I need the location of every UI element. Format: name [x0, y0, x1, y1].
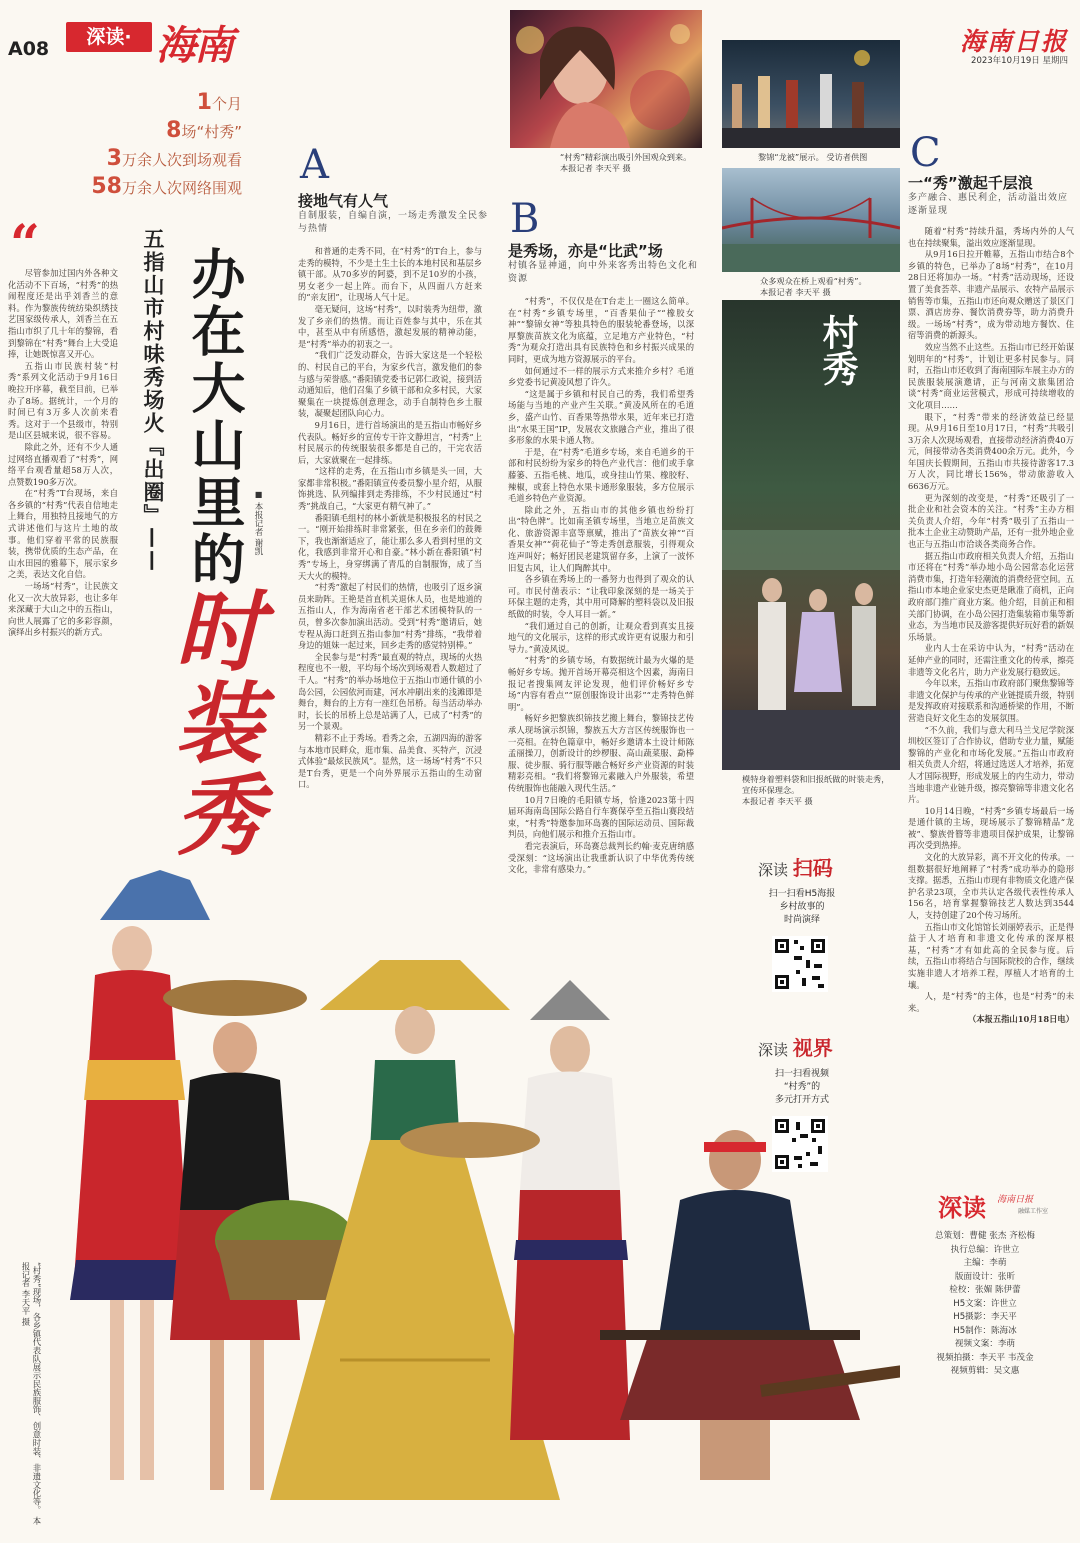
section-a-desc: 自制服装，自编自演，一场走秀激发全民参与热情 — [298, 211, 489, 234]
paragraph: 据五指山市政府相关负责人介绍，五指山市还将在“村秀”举办地小岛公园常态化运营消费市集，打造年轻潮流的消费经营空间。五指山市本地企业家史杰更是瞅准了商机，正向政府部门推广商业方案。他介绍，目前正和相关部门协调，在小岛公园打造集装箱市集等新业态，为当地市民及游客提供好玩好看的新娱乐场景。 — [908, 550, 1074, 642]
credit-line: 视频剪辑：吴文惠 — [950, 1366, 1020, 1376]
paragraph: “这是属于乡镇和村民自己的秀，我们希望秀场能与当地的产业产生关联。”黄凌风所在的毛道乡，盛产山竹、百香果等热带水果，近年来已打造出“水果王国”IP，发展农文旅融合产业，推出了很多形象的水果卡通人物。 — [508, 388, 694, 446]
section-b-desc: 村镇各显神通，向中外来客秀出特色文化和资源 — [508, 261, 699, 284]
intro-text — [8, 268, 118, 838]
paragraph: 今年以来，五指山市政府部门聚焦黎锦等非遗文化保护与传承的产业链提质升级，特别是发挥政府对接联系和沟通桥梁的作用，不断营造良好文化生态的发展氛围。 — [908, 678, 1074, 723]
bridge-photo — [722, 168, 900, 272]
caption-byline: 本报记者 李天平 摄 — [760, 287, 831, 297]
credits-studio: 融媒工作室 — [1018, 1208, 1049, 1215]
models-illustration — [722, 300, 900, 770]
singer-photo — [510, 10, 702, 148]
caption-text: “村秀”现场，各乡镇代表队展示民族服饰、创意时装、非遗文化等。 — [32, 1262, 42, 1514]
paragraph: 各乡镇在秀场上的一番努力也得到了观众的认可。市民付凿表示：“让我印象深刻的是一场关于环保主题的走秀，其中用可降解的塑料袋以及旧报纸做的时装，令人耳目一新。” — [508, 574, 694, 620]
reporter-byline: ■ 本报记者 谢凯 — [252, 490, 264, 556]
paragraph: 10月7日晚的毛阳镇专场，恰逢2023第十四届环海南岛国际公路自行车赛保亭至五指山赛段结束，“村秀”特邀参加环岛赛的国际运动员、国际裁判员，向他们展示和推介五指山市。 — [508, 794, 694, 840]
qr-head-text: 深读 — [758, 1041, 789, 1059]
costume-models-illustration — [40, 860, 900, 1532]
fashion-headline: 时装秀 — [161, 585, 265, 861]
section-c-letter: C — [910, 130, 941, 176]
bottom-photo-caption — [8, 1262, 42, 1532]
credit-line: 检校：张媚 陈伊蕾 — [949, 1285, 1021, 1295]
paragraph: 更为深刻的改变是，“村秀”还吸引了一批企业和社会资本的关注。“村秀”主办方相关负责人介绍，今年“村秀”吸引了五指山一批本土企业主动赞助产品，还有一批外地企业也正与五指山市洽谈各类商务合作。 — [908, 492, 1074, 550]
paragraph: 文化的大放异彩，离不开文化的传承。一组数据很好地阐释了“村秀”成功举办的隐形支撑。据悉，五指山市现有非物质文化遗产保护名录23项，全市共认定各级代表性传承人156名，培育掌握黎锦技艺人数达到3544人，支持创建了20个传习场所。 — [908, 852, 1074, 921]
caption-text: 众多观众在桥上观看“村秀”。 — [760, 276, 867, 286]
paragraph: “村秀”，不仅仅是在T台走上一圈这么简单。在“村秀”乡镇专场里，“百香果仙子”“橡胶女神”“黎锦女神”等独具特色的服装轮番登场，以深厚黎族苗族文化为底蕴，立足地方产业特色，“村秀”为观众打造出具有民族特色和乡村振兴成果的同时，更成为地方资源展示的平台。 — [508, 296, 694, 364]
section-b-title: 是秀场，亦是“比武”场 — [508, 242, 663, 260]
paragraph: 如何通过不一样的展示方式来推介乡村？毛道乡党委书记黄凌风想了许久。 — [508, 365, 694, 388]
section-tag: 深读· — [66, 22, 152, 52]
credit-line: 总策划：曹健 张杰 齐松梅 — [935, 1231, 1035, 1241]
section-b-letter: B — [510, 196, 540, 242]
print-color-bar-center — [480, 1534, 532, 1543]
quote-mark-icon: “ — [10, 214, 40, 275]
paragraph: 从9月16日拉开帷幕，五指山市结合8个乡镇的特色，已举办了8场“村秀”，在10月28日还将加办一场。“村秀”活动现场，还设置了美食荟萃、非遗产品展示、农特产品展示销售等市集，五指山市还向观众赠送了景区门票、酒店房券、餐饮消费券等，助力消费升级。一场场“村秀”，成为带动地方餐饮、住宿等消费的新源头。 — [908, 249, 1074, 341]
paragraph: 在“村秀”T台现场，来自各乡镇的“村秀”代表自信地走上舞台，用独特且接地气的方式讲述他们与这片土地的故事。他们穿着平常的民族服装，携带优质的生态产品，在山水田园的雅幕下，展示家乡之美，表达文化自信。 — [8, 488, 118, 580]
paragraph: 业内人士在采访中认为，“村秀”活动在延伸产业的同时，还需注重文化的传承，擦亮非遗等文化名片，助力产业发展行稳致远。 — [908, 643, 1074, 677]
singer-illustration — [510, 10, 702, 148]
runway-top-photo — [722, 40, 900, 148]
paragraph: “村秀”激起了村民们的热情，也吸引了返乡演员来助阵。王艳是首直机关退休人员，也是地道的五指山人，作为海南省老干部艺术团模特队的一员，曾多次参加演出活动。受到“村秀”邀请后，她专程从海口赶到五指山参加“村秀”排练，“我带着身边的姐妹一起过来，回乡走秀的感觉特别棒。” — [298, 582, 482, 651]
paragraph: “我们广泛发动群众，告诉大家这是一个轻松的、村民自己的平台，为家乡代言，激发他们的参与感与荣誉感。”番阳镇党委书记郭仁政说，接到活动通知后，他们召集了乡镇干部和众多村民，大家聚集在一块提炼创意理念，动手自制特色乡土服装，凝聚起团队向心力。 — [298, 350, 482, 419]
stat-number: 8 — [166, 118, 182, 143]
runway-top-caption: 黎锦“龙被”展示。 受访者供图 — [758, 152, 868, 162]
paragraph: 番阳镇毛组村的林小新就是积极报名的村民之一。“刚开始排练时非常紧张，但在乡亲们的鼓舞下，我也渐渐适应了，能让那么多人看到村里的文化，我感到非常开心和自豪。”林小新在番阳镇“村秀”专场上，身穿绑满了青瓜的自制服饰，成了当天大火的模特。 — [298, 512, 482, 581]
stat-number: 1 — [196, 90, 212, 115]
credits-list — [905, 1230, 1065, 1379]
print-color-bar-left — [40, 1534, 92, 1543]
cunxiu-runway-photo — [722, 300, 900, 770]
paragraph: 眼下，“村秀”带来的经济效益已经显现。从9月16日至10月17日，“村秀”共吸引3万余人次现场观看，直接带动经济消费40万元，间接带动各类消费400余万元。此外，今年国庆长假期间，五指山市共接待游客17.3万人次，同比增长156%，带动旅游收入6636万元。 — [908, 411, 1074, 492]
dateline: （本报五指山10月18日电） — [967, 1014, 1074, 1025]
section-c-desc: 多产融合、惠民利企，活动溢出效应逐渐显现 — [908, 193, 1069, 216]
paragraph: 毫无疑问，这场“村秀”，以时装秀为纽带，激发了乡亲们的热情。而让百姓参与其中，乐在其中，甚至从中有所感悟，激起发展的精神动能，是“村秀”举办的初衷之一。 — [298, 303, 482, 349]
credit-line: 视频文案：李萌 — [954, 1339, 1016, 1349]
stat-unit: 场“村秀” — [181, 123, 242, 141]
stat-number: 58 — [91, 174, 122, 199]
paragraph: “不久前，我们与意大利马兰戈尼学院深圳校区签订了合作协议，借助专业力量，赋能黎锦的产业化和市场化发展。”五指山市政府相关负责人介绍，将通过选送人才培养，拓宽人才国际视野，形成发展上的内生动力，带动当地非遗产业链升级，擦亮黎锦等非遗文化名片。 — [908, 724, 1074, 805]
stat-onsite — [107, 146, 242, 171]
print-color-bar-right — [980, 1534, 1032, 1543]
paragraph: 畅好乡把黎族织锦技艺搬上舞台，黎锦技艺传承人现场演示织锦，黎族五大方言区传统服饰也一一亮相。在特色篇章中，畅好乡邀请本土设计师陈孟丽操刀，创新设计的纱椤服、高山蔬菜服、勐棒服、徒步服、骑行服等融合畅好乡产业资源的时装精彩亮相。“我们将黎锦元素融入户外服装，希望传统服饰也能融入现代生活。” — [508, 713, 694, 793]
runway-illustration — [722, 40, 900, 148]
bridge-caption — [760, 276, 900, 298]
paragraph: 于是，在“村秀”毛道乡专场，来自毛道乡的干部和村民纷纷为家乡的特色产业代言：他们或手拿藤篓、五指毛桃、地瓜，或身挂山竹果、橡胶籽、辣椒，或套上特色水果卡通形象服装，多方位展示毛道乡特色产业资源。 — [508, 446, 694, 504]
cunxiu-sign: 村秀 — [817, 314, 858, 386]
caption-byline: 本报记者 李天平 摄 — [742, 796, 813, 806]
paragraph: 看完表演后，环岛赛总裁判长约翰·麦克唐纳感受深刻：“这场演出让我重新认识了中华优秀传统文化，非常有感染力。” — [508, 840, 694, 875]
paragraph: 尽管参加过国内外各种文化活动不下百场，“村秀”的热闹程度还是出乎刘香兰的意料。作为黎族传统纺染织绣技艺国家级传承人，刘香兰在五指山市织了几十年的黎锦，看到黎锦在“村秀”舞台上大受追捧，让她既惊喜又开心。 — [8, 268, 118, 360]
stat-number: 3 — [106, 146, 122, 171]
paragraph: 精彩不止于秀场。看秀之余，五湖四海的游客与本地市民畔众，逛市集、品美食、买特产，沉浸式体验“最炫民族风”。显然，这一场场“村秀”不只是T台秀，更是一个向外界展示五指山的生动窗口。 — [298, 732, 482, 790]
paragraph: 随着“村秀”持续升温，秀场内外的人气也在持续聚集，溢出效应逐渐显现。 — [908, 226, 1074, 248]
qr-head-accent: 扫码 — [792, 856, 833, 880]
credit-line: H5制作：陈海冰 — [953, 1325, 1017, 1336]
section-c-body — [908, 226, 1074, 1148]
paragraph: 除此之外，五指山市的其他乡镇也纷纷打出“特色牌”。比如南圣镇专场里，当地立足苗族文化、旅游资源丰富等禀赋，推出了“苗族女神”“百香果女神”“荷花仙子”等走秀创意服装，引得观众连声叫好；畅好团民老建筑留存多，上演了一波怀旧复古风，让人们陶醉其中。 — [508, 504, 694, 573]
stat-unit: 个月 — [211, 95, 242, 113]
paragraph: 一场场“村秀”，让民族文化又一次大放异彩，也让多年来深藏于大山之中的五指山，向世人展露了它的多彩容颜，演绎出乡村振兴的新方式。 — [8, 581, 118, 638]
paragraph: 效应当然不止这些。五指山市已经开始谋划明年的“村秀”，计划让更多村民参与。同时，五指山市还收到了海南国际车展主办方的民族服装展演邀请，正与河南文旅集团洽谈“村秀”商业运营模式，形成可持续增收的文化项目…… — [908, 341, 1074, 410]
credit-line: 主编：李萌 — [963, 1258, 1007, 1268]
issue-date: 2023年10月19日 星期四 — [971, 56, 1068, 66]
section-c-title: 一“秀”激起千层浪 — [908, 174, 1033, 192]
section-script: 海南 — [156, 22, 232, 69]
section-a-body — [298, 246, 482, 912]
caption-text: 模特身着塑料袋和旧报纸做的时装走秀，宣传环保理念。 — [742, 774, 890, 795]
stat-online — [91, 174, 242, 199]
qr-head-accent: 视界 — [792, 1036, 833, 1060]
paragraph: 全民参与是“村秀”最直观的特点，现场的火热程度也不一般，平均每个场次到场观看人数超过了千人。“村秀”的举办场地位于五指山市通什镇的小岛公园，公园依河而建，河水冲刷出来的浅滩即是舞台，舞台的上方有一座红色吊桥。每当活动举办时，长长的吊桥上总是站满了人，已成了“村秀”的另一个景观。 — [298, 651, 482, 732]
paragraph: 除此之外，还有不少人通过网络直播观看了“村秀”，网络平台观看量超58万人次，点赞数190多万次。 — [8, 441, 118, 487]
credit-line: H5文案：许世立 — [953, 1298, 1017, 1309]
paragraph: 人，是“村秀”的主体，也是“村秀”的未来。 — [908, 991, 1074, 1013]
qr-h5-note: 扫一扫看H5海报 乡村故事的 时尚演绎 — [768, 889, 836, 925]
paragraph: 9月16日，进行首场演出的是五指山市畅好乡代表队。畅好乡的宣传专干许文静坦言，“村秀”上村民展示的传统服装很多都是自己的，干完农活后，大家就聚在一起排练。 — [298, 419, 482, 465]
credits-head — [938, 1188, 1049, 1223]
credit-line: H5摄影：李天平 — [953, 1312, 1017, 1322]
paragraph: 五指山市民族村装“村秀”系列文化活动于9月16日晚拉开序幕，截至目前，已举办了8场。据统计，一个月的时间已有3万多人次前来看秀。这对于一个县级市，特别是山区县城来说，很不容易。 — [8, 360, 118, 441]
costume-group-photo — [40, 860, 900, 1532]
stat-unit: 万余人次网络围观 — [121, 179, 242, 197]
section-a-letter: A — [300, 142, 329, 188]
stat-months — [197, 90, 242, 115]
page-number: A08 — [8, 38, 50, 60]
qr-head-text: 深读 — [758, 861, 789, 879]
sub-headline: 五指山市村味秀场火『出圈』—— — [141, 228, 165, 573]
qr-video-note: 扫一扫看视频 “村秀”的 多元打开方式 — [774, 1069, 829, 1105]
credits-paper-script: 海南日报 — [997, 1195, 1034, 1205]
paragraph: 10月14日晚，“村秀”乡镇专场最后一场是通什镇的主场，现场展示了黎锦精品“龙被”、黎族骨簪等非遗项目保护成果，让黎锦再次受到热捧。 — [908, 805, 1074, 851]
paragraph: “这样的走秀，在五指山市乡镇是头一回，大家都非常积极。”番阳镇宣传委员黎小星介绍，从服饰挑选、队列编排到走秀排练，不少村民通过“村秀”挑战自己，“大家更有精气神了。” — [298, 466, 482, 512]
paper-logo: 海南日报 — [959, 27, 1068, 56]
cunxiu-caption — [742, 774, 892, 807]
paragraph: 五指山市文化馆馆长刘丽婷表示，正是得益于人才培育和非遗文化传承的深厚根基，“村秀”才有如此高的全民参与度。后续，五指山市将结合与国际院校的合作，继续实施非遗人才培养工程，厚植人才培育的土壤。 — [908, 921, 1074, 990]
caption-byline: 本报记者 李天平 摄 — [21, 1262, 42, 1526]
stat-unit: 万余人次到场观看 — [121, 151, 242, 169]
credit-line: 视频拍摄：李天平 韦茂金 — [936, 1352, 1034, 1363]
credit-line: 版面设计：张昕 — [954, 1271, 1016, 1282]
caption-byline: 本报记者 李天平 摄 — [560, 163, 631, 173]
paragraph: “我们通过自己的创新，让观众看到真实且接地气的文化展示，这样的形式或许更有说服力和引导力。”黄凌风说。 — [508, 620, 694, 654]
section-a-title: 接地气有人气 — [298, 192, 389, 210]
credit-line: 执行总编：许世立 — [950, 1244, 1020, 1255]
paragraph: 和普通的走秀不同，在“村秀”的T台上，参与走秀的模特，不少是土生土长的本地村民和基层乡镇干部。从70多岁的阿婆，到不足10岁的小孩，男女老少一起上阵。而台下，从四面八方赶来的“亲友团”，让现场人气十足。 — [298, 246, 482, 303]
bridge-illustration — [722, 168, 900, 272]
credits-head-text: 深读 — [938, 1194, 986, 1222]
paragraph: “村秀”的乡镇专场，有数据统计最为火爆的是畅好乡专场。抛开首场开幕亮相这个因素，海南日报记者搜集网友评论发现，他们评价畅好乡专场“内容有看点”“原创服饰设计出彩”“走秀特色鲜明”。 — [508, 655, 694, 712]
stat-shows — [166, 118, 242, 143]
main-headline: 办在大山里的 — [183, 246, 246, 588]
caption-text: “村秀”精彩演出吸引外国观众到来。 — [560, 152, 692, 162]
singer-caption — [560, 152, 710, 174]
